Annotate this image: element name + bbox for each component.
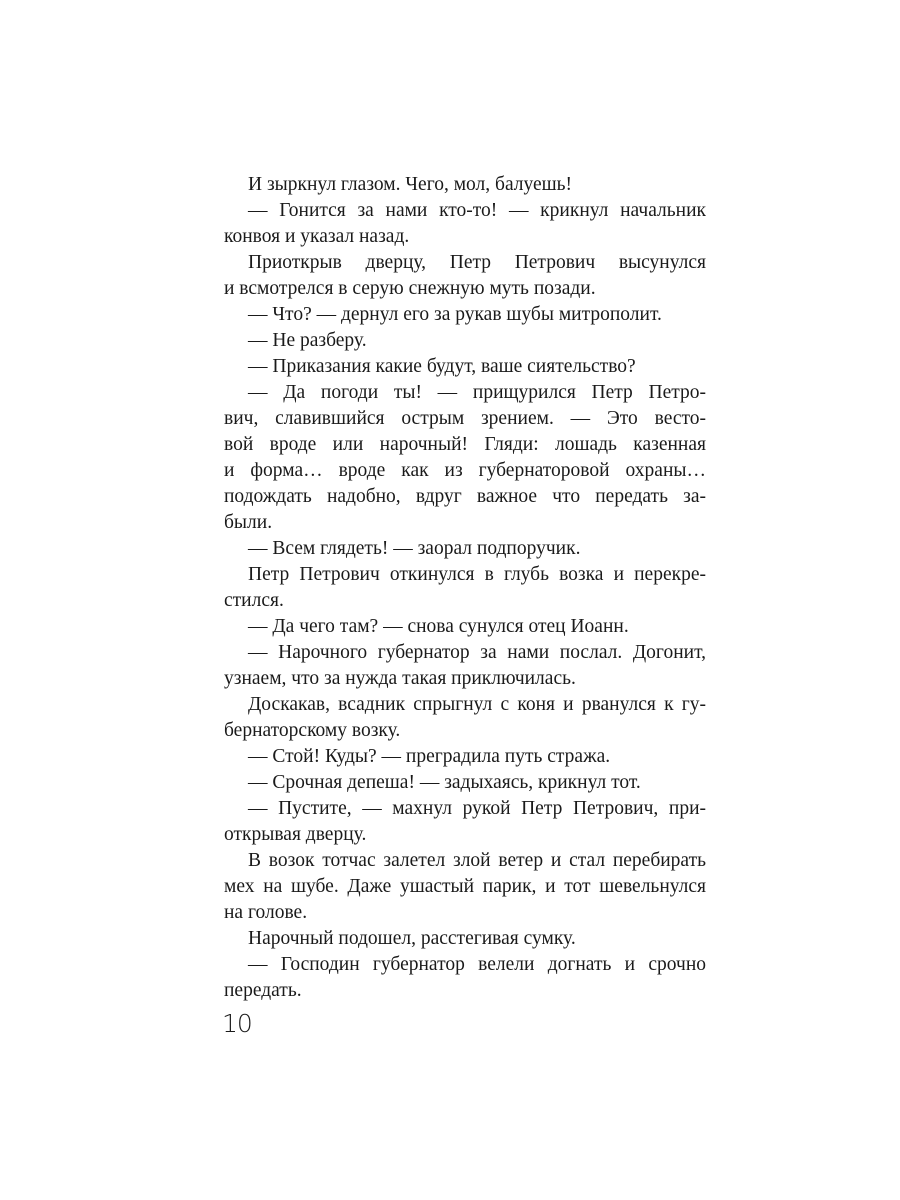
text-line: и всмотрелся в серую снежную муть позади. bbox=[224, 278, 596, 299]
body-text bbox=[224, 172, 706, 1004]
text-line: — Не разберу. bbox=[248, 330, 367, 351]
text-line: мех на шубе. Даже ушастый парик, и тот шевельнулся bbox=[224, 876, 706, 897]
text-line: — Приказания какие будут, ваше сиятельство? bbox=[248, 356, 636, 377]
text-line: — Нарочного губернатор за нами послал. Догонит, bbox=[248, 642, 706, 663]
text-line: на голове. bbox=[224, 902, 308, 923]
page-number: 10 bbox=[222, 1009, 252, 1038]
text-line: — Да погоди ты! — прищурился Петр Петро- bbox=[248, 382, 706, 403]
text-line: Приоткрыв дверцу, Петр Петрович высунулся bbox=[248, 252, 706, 273]
text-line: — Срочная депеша! — задыхаясь, крикнул тот. bbox=[248, 772, 641, 793]
text-line: И зыркнул глазом. Чего, мол, балуешь! bbox=[248, 174, 573, 195]
text-line: передать. bbox=[224, 980, 302, 1001]
text-line: — Пустите, — махнул рукой Петр Петрович, при- bbox=[248, 798, 706, 819]
text-line: узнаем, что за нужда такая приключилась. bbox=[224, 668, 576, 689]
text-line: — Да чего там? — снова сунулся отец Иоанн. bbox=[248, 616, 629, 637]
text-line: — Господин губернатор велели догнать и срочно bbox=[248, 954, 706, 975]
text-line: Нарочный подошел, расстегивая сумку. bbox=[248, 928, 576, 949]
text-line: вич, славившийся острым зрением. — Это весто- bbox=[224, 408, 706, 429]
text-line: были. bbox=[224, 512, 273, 533]
text-line: — Всем глядеть! — заорал подпоручик. bbox=[248, 538, 581, 559]
text-line: подождать надобно, вдруг важное что передать за- bbox=[224, 486, 706, 507]
text-line: — Стой! Куды? — преградила путь стража. bbox=[248, 746, 611, 767]
text-line: и форма… вроде как из губернаторовой охраны… bbox=[224, 460, 706, 481]
text-line: стился. bbox=[224, 590, 284, 611]
text-line: Петр Петрович откинулся в глубь возка и перекре- bbox=[248, 564, 706, 585]
text-line: открывая дверцу. bbox=[224, 824, 367, 845]
text-line: В возок тотчас залетел злой ветер и стал перебирать bbox=[248, 850, 706, 871]
text-line: вой вроде или нарочный! Гляди: лошадь казенная bbox=[224, 434, 706, 455]
text-line: конвоя и указал назад. bbox=[224, 226, 410, 247]
text-line: — Что? — дернул его за рукав шубы митрополит. bbox=[248, 304, 662, 325]
text-line: Доскакав, всадник спрыгнул с коня и рванулся к гу- bbox=[248, 694, 706, 715]
text-line: — Гонится за нами кто-то! — крикнул начальник bbox=[248, 200, 706, 221]
text-line: бернаторскому возку. bbox=[224, 720, 401, 741]
